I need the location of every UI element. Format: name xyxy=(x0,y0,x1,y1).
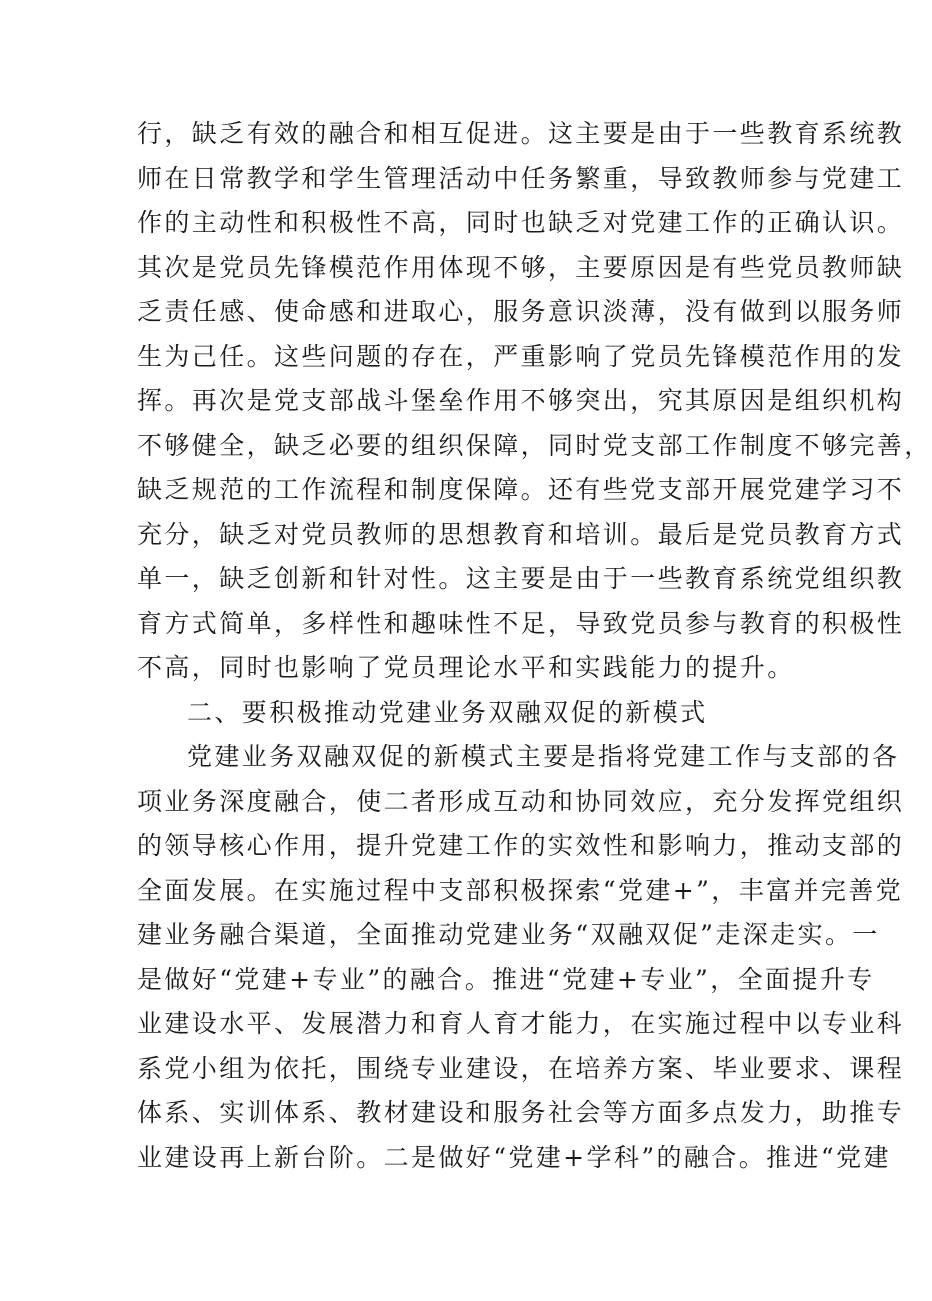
text-line: 单一，缺乏创新和针对性。这主要是由于一些教育系统党组织教 xyxy=(137,564,905,593)
text-line: 行，缺乏有效的融合和相互促进。这主要是由于一些教育系统教 xyxy=(137,119,905,148)
document-body xyxy=(137,112,932,1180)
section-heading xyxy=(137,691,789,736)
paragraph-problems xyxy=(137,112,932,691)
text-line: 师在日常教学和学生管理活动中任务繁重，导致教师参与党建工 xyxy=(137,163,905,193)
text-line: 项业务深度融合，使二者形成互动和协同效应，充分发挥党组织 xyxy=(137,786,905,816)
text-line: 不够健全，缺乏必要的组织保障，同时党支部工作制度不够完善， xyxy=(137,430,932,460)
text-line: 业建设再上新台阶。二是做好“党建+学科”的融合。推进“党建 xyxy=(137,1142,891,1172)
text-line: 的领导核心作用，提升党建工作的实效性和影响力，推动支部的 xyxy=(137,831,905,860)
text-line: 建业务融合渠道，全面推动党建业务“双融双促”走深走实。一 xyxy=(137,920,880,949)
text-line: 挥。再次是党支部战斗堡垒作用不够突出，究其原因是组织机构 xyxy=(137,386,905,415)
text-line: 业建设水平、发展潜力和育人育才能力，在实施过程中以专业科 xyxy=(137,1009,905,1038)
text-line: 党建业务双融双促的新模式主要是指将党建工作与支部的各 xyxy=(187,742,900,771)
text-line: 生为己任。这些问题的存在，严重影响了党员先锋模范作用的发 xyxy=(137,341,905,371)
text-line: 不高，同时也影响了党员理论水平和实践能力的提升。 xyxy=(137,653,795,682)
heading-line: 二、要积极推动党建业务双融双促的新模式 xyxy=(187,697,708,727)
text-line: 全面发展。在实施过程中支部积极探索“党建+”，丰富并完善党 xyxy=(137,875,904,905)
text-line: 作的主动性和积极性不高，同时也缺乏对党建工作的正确认识。 xyxy=(137,208,905,237)
text-line: 育方式简单，多样性和趣味性不足，导致党员参与教育的积极性 xyxy=(137,608,905,638)
text-line: 缺乏规范的工作流程和制度保障。还有些党支部开展党建学习不 xyxy=(137,475,905,504)
text-line: 其次是党员先锋模范作用体现不够，主要原因是有些党员教师缺 xyxy=(137,252,905,282)
text-line: 是做好“党建+专业”的融合。推进“党建+专业”，全面提升专 xyxy=(137,964,875,994)
text-line: 乏责任感、使命感和进取心，服务意识淡薄，没有做到以服务师 xyxy=(137,297,905,326)
text-line: 系党小组为依托，围绕专业建设，在培养方案、毕业要求、课程 xyxy=(137,1053,905,1083)
text-line: 体系、实训体系、教材建设和服务社会等方面多点发力，助推专 xyxy=(137,1098,905,1127)
text-line: 充分，缺乏对党员教师的思想教育和培训。最后是党员教育方式 xyxy=(137,519,905,549)
paragraph-new-model xyxy=(137,735,905,1180)
